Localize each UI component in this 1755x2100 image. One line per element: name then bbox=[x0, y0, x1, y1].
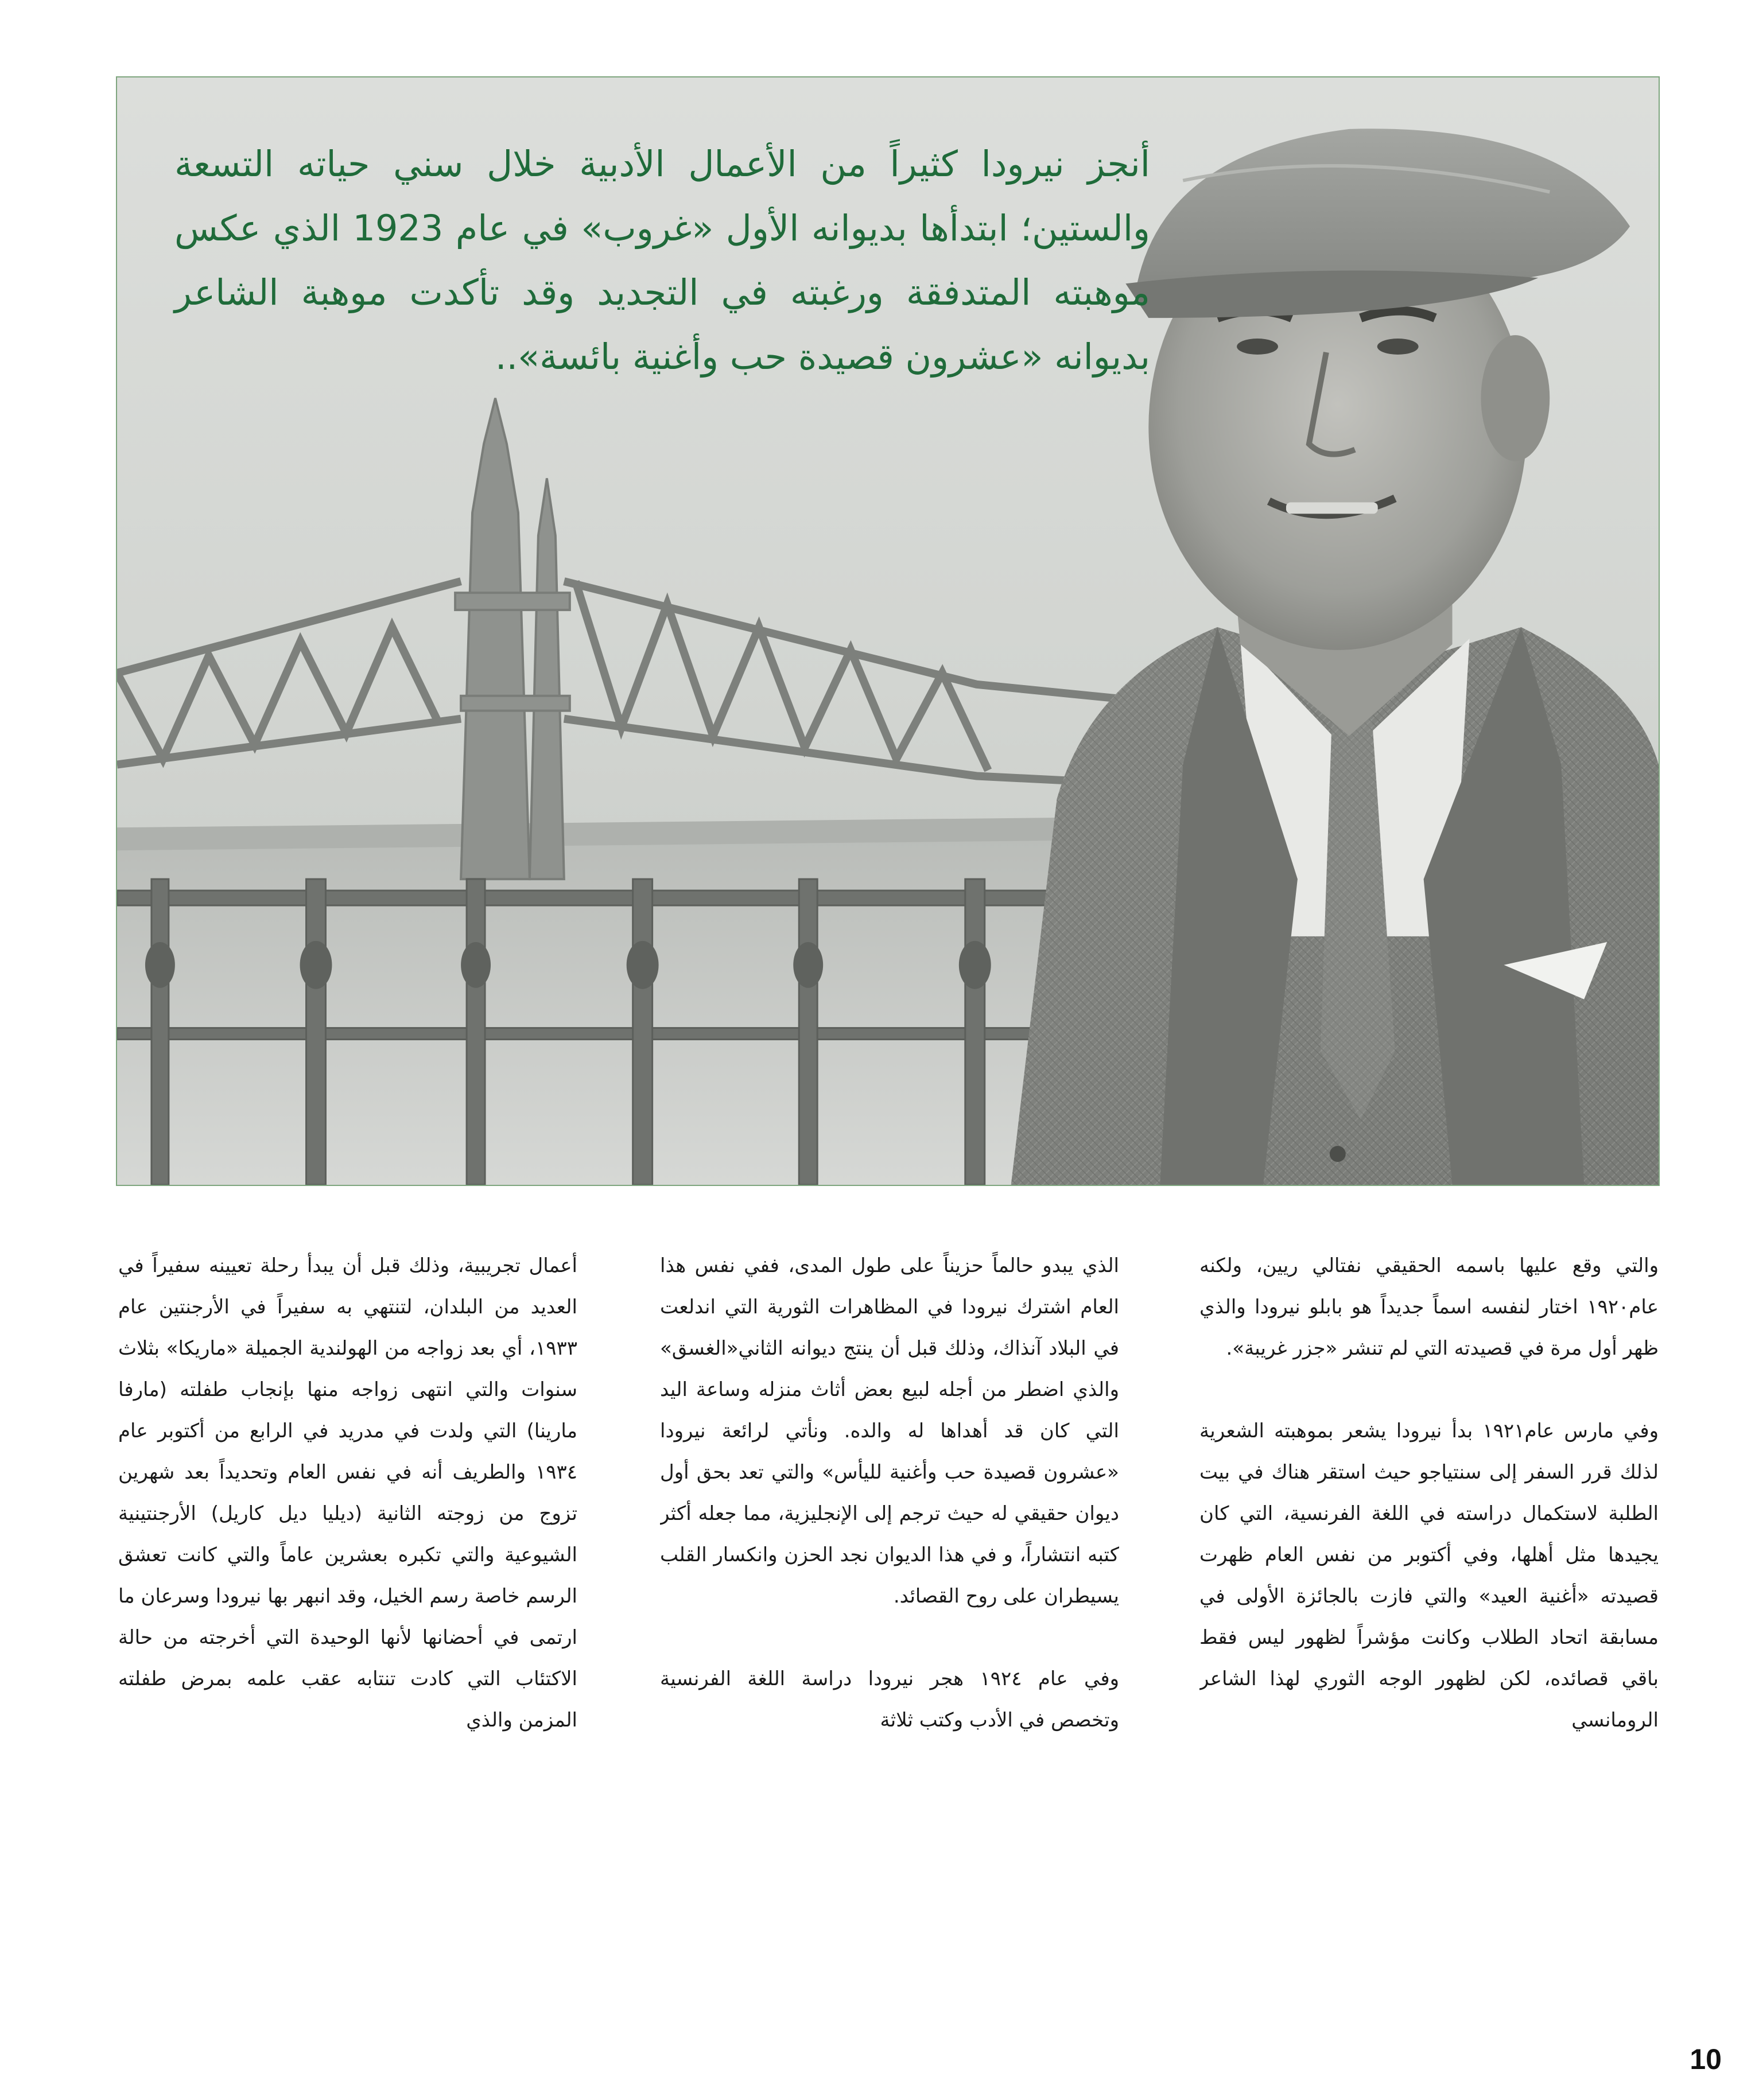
paragraph: الذي يبدو حالماً حزيناً على طول المدى، ففي نفس هذا العام اشترك نيرودا في المظاهرات الثورية التي اندلعت في البلاد آنذاك، وذلك قبل أن ينتج ديوانه الثاني«الغسق» والذي اضطر من أجله لبيع بعض أثاث منزله وساعة اليد التي كان قد أهداها له والده. ونأتي لرائعة نيرودا «عشرون قصيدة حب وأغنية لليأس» والتي تعد بحق أول ديوان حقيقي له حيث ترجم إلى الإنجليزية، مما جعله أكثر كتبه انتشاراً، و في هذا الديوان نجد الحزن وانكسار القلب يسيطران على روح القصائد. bbox=[660, 1254, 1119, 1608]
page-number: 10 bbox=[1690, 2043, 1722, 2075]
article-column-right bbox=[1199, 1245, 1659, 1928]
hero-quote: أنجز نيرودا كثيراً من الأعمال الأدبية خلال سني حياته التسعة والستين؛ ابتدأها بديوانه الأول «غروب» في عام 1923 الذي عكس موهبته المتدفقة ورغبته في التجديد وقد تأكدت موهبة الشاعر بديوانه «عشرون قصيدة حب وأغنية بائسة».. bbox=[174, 143, 1150, 378]
paragraph: أعمال تجريبية، وذلك قبل أن يبدأ رحلة تعيينه سفيراً في العديد من البلدان، لتنتهي به سفيراً في الأرجنتين عام ١٩٣٣، أي بعد زواجه من الهولندية الجميلة «ماريكا» بثلاث سنوات والتي انتهى زواجه منها بإنجاب طفلته (مارفا مارينا) التي ولدت في مدريد في الرابع من أكتوبر عام ١٩٣٤ والطريف أنه في نفس العام وتحديداً بعد شهرين تزوج من زوجته الثانية (ديليا ديل كاريل) الأرجنتينية الشيوعية والتي تكبره بعشرين عاماً والتي كانت تعشق الرسم خاصة رسم الخيل، وقد انبهر بها نيرودا وسرعان ما ارتمى في أحضانها لأنها الوحيدة التي أخرجته من حالة الاكتئاب التي كادت تنتابه عقب علمه بمرض طفلته المزمن والذي bbox=[118, 1254, 577, 1732]
hero-photo-frame bbox=[116, 76, 1660, 1186]
paragraph: وفي مارس عام١٩٢١ بدأ نيرودا يشعر بموهبته الشعرية لذلك قرر السفر إلى سنتياجو حيث استقر هناك في بيت الطلبة لاستكمال دراسته في اللغة الفرنسية، التي كان يجيدها مثل أهلها، وفي أكتوبر من نفس العام ظهرت قصيدته «أغنية العيد» والتي فازت بالجائزة الأولى في مسابقة اتحاد الطلاب وكانت مؤشراً لظهور ليس فقط باقي قصائده، لكن لظهور الوجه الثوري لهذا الشاعر الرومانسي bbox=[1199, 1420, 1659, 1732]
article-column-left bbox=[118, 1245, 577, 1928]
article-column-middle bbox=[660, 1245, 1119, 1928]
paragraph: والتي وقع عليها باسمه الحقيقي نفتالي ريين، ولكنه عام١٩٢٠ اختار لنفسه اسماً جديداً هو بابلو نيرودا والذي ظهر أول مرة في قصيدته التي لم تنشر «جزر غريبة». bbox=[1199, 1254, 1659, 1360]
paragraph: وفي عام ١٩٢٤ هجر نيرودا دراسة اللغة الفرنسية وتخصص في الأدب وكتب ثلاثة bbox=[660, 1667, 1119, 1732]
